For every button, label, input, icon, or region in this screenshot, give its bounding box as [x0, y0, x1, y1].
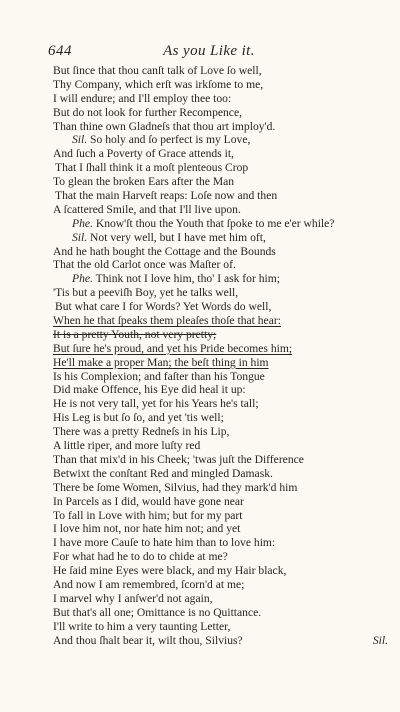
speech-text: Know'ſt thou the Youth that ſpoke to me e'er while?: [95, 216, 335, 230]
verse-line: [0, 231, 400, 245]
verse-line: [0, 411, 400, 425]
page-number: 644: [48, 43, 72, 59]
verse-line-text: That the main Harveſt reaps: Loſe now and then: [55, 189, 278, 203]
verse-line-text: There was a pretty Redneſs in his Lip,: [53, 425, 230, 439]
verse-line: [0, 481, 400, 495]
verse-line-text: Betwixt the conſtant Red and mingled Damask.: [53, 466, 273, 480]
verse-line: [0, 383, 400, 397]
verse-line: [0, 634, 400, 648]
verse-line-text: I love him not, nor hate him not; and yet: [53, 522, 241, 536]
speech-text: Not very well, but I have met him oft,: [90, 230, 266, 244]
verse-line: [0, 509, 400, 523]
verse-line-text: But that's all one; Omittance is no Quittance.: [53, 605, 262, 619]
verse-line-text: A ſcattered Smile, and that I'll live upon.: [53, 202, 241, 216]
verse-line-text: To glean the broken Ears after the Man: [53, 175, 235, 189]
verse-line: [0, 245, 400, 259]
verse-line-text: But ſince that thou canſt talk of Love ſo well,: [53, 64, 262, 77]
verse-line-text: He is not very tall, yet for his Years he's tall;: [53, 397, 259, 411]
speaker-name: Phe.: [72, 216, 93, 230]
verse-line-text: For what had he to do to chide at me?: [53, 550, 228, 564]
verse-line: [0, 286, 400, 300]
verse-line-text: I'll write to him a very taunting Letter,: [53, 619, 231, 633]
verse-line-text: I will endure; and I'll employ thee too:: [53, 91, 232, 105]
verse-line: [0, 161, 400, 175]
verse-line-text: In Parcels as I did, would have gone near: [53, 494, 244, 508]
verse-line: [0, 536, 400, 550]
verse-line-text: [72, 272, 280, 286]
verse-line-text: I have more Cauſe to hate him than to love him:: [53, 536, 276, 550]
verse-line: [0, 217, 400, 231]
verse-line-text: A little riper, and more luſty red: [53, 439, 201, 453]
verse-line: [0, 522, 400, 536]
verse-line: [0, 578, 400, 592]
verse-line-text: Than thine own Gladneſs that thou art imploy'd.: [53, 119, 276, 133]
verse-line-text: To fall in Love with him; but for my part: [53, 508, 243, 522]
verse-line: [0, 453, 400, 467]
verse-line: [0, 439, 400, 453]
verse-line: [0, 592, 400, 606]
running-title: As you Like it.: [163, 43, 255, 59]
verse-line: [0, 425, 400, 439]
verse-line-text: It is a pretty Youth, not very pretty;: [53, 327, 217, 341]
verse-line-text: He ſaid mine Eyes were black, and my Hair black,: [53, 564, 287, 578]
verse-line-text: He'll make a proper Man; the beſt thing in him: [53, 355, 269, 369]
verse-line-text: Than that mix'd in his Cheek; 'twas juſt the Difference: [53, 452, 304, 466]
verse-line-text: [72, 217, 334, 231]
verse-line: [0, 495, 400, 509]
verse-line-text: But what care I for Words? Yet Words do well,: [55, 300, 272, 314]
verse-line: [0, 64, 400, 78]
verse-line-text: Did make Offence, his Eye did heal it up:: [53, 383, 246, 397]
verse-line: [0, 397, 400, 411]
speaker-name: Sil.: [72, 133, 88, 147]
verse-line: [0, 370, 400, 384]
speaker-name: Phe.: [72, 272, 93, 286]
catchword: Sil.: [372, 633, 388, 647]
verse-line-text: And thou ſhalt bear it, wilt thou, Silvius?: [53, 633, 243, 647]
verse-line: [0, 189, 400, 203]
verse-text: [0, 64, 400, 647]
verse-line: [0, 328, 400, 342]
page-header: [48, 43, 370, 63]
verse-line-text: His Leg is but ſo ſo, and yet 'tis well;: [53, 411, 224, 425]
verse-line: [0, 314, 400, 328]
verse-line: [0, 120, 400, 134]
verse-line: [0, 147, 400, 161]
verse-line: [0, 92, 400, 106]
verse-line: [0, 272, 400, 286]
verse-line-text: But do not look for further Recompence,: [53, 105, 242, 119]
verse-line-text: And ſuch a Poverty of Grace attends it,: [53, 147, 234, 161]
verse-line-text: There be ſome Women, Silvius, had they mark'd him: [53, 480, 298, 494]
verse-line: [0, 78, 400, 92]
verse-line: [0, 620, 400, 634]
verse-line-text: That the old Carlot once was Maſter of.: [53, 258, 236, 272]
verse-line-text: And he hath bought the Cottage and the Bounds: [53, 244, 276, 258]
verse-line-text: Thy Company, which erſt was irkſome to me,: [53, 77, 264, 91]
verse-line: [0, 606, 400, 620]
verse-line: [0, 175, 400, 189]
speaker-name: Sil.: [72, 230, 88, 244]
verse-line-text: But ſure he's proud, and yet his Pride becomes him;: [53, 341, 293, 355]
verse-line-text: That I ſhall think it a moſt plenteous Crop: [55, 161, 249, 175]
verse-line-text: [72, 133, 250, 147]
verse-line: [0, 356, 400, 370]
verse-line: [0, 203, 400, 217]
verse-line: [0, 300, 400, 314]
verse-line: [0, 342, 400, 356]
verse-line: [0, 550, 400, 564]
verse-line-text: [72, 231, 266, 245]
verse-line: [0, 564, 400, 578]
verse-line: [0, 133, 400, 147]
verse-line: [0, 467, 400, 481]
verse-line: [0, 106, 400, 120]
verse-line-text: When he that ſpeaks them pleaſes thoſe that hear:: [53, 314, 281, 328]
speech-text: Think not I love him, tho' I ask for him;: [95, 272, 280, 286]
verse-line-text: 'Tis but a peeviſh Boy, yet he talks well,: [53, 286, 239, 300]
verse-line: [0, 258, 400, 272]
speech-text: So holy and ſo perfect is my Love,: [90, 133, 251, 147]
verse-line-text: And now I am remembred, ſcorn'd at me;: [53, 577, 245, 591]
verse-line-text: I marvel why I anſwer'd not again,: [53, 591, 213, 605]
verse-line-text: Is his Complexion; and faſter than his Tongue: [53, 369, 265, 383]
